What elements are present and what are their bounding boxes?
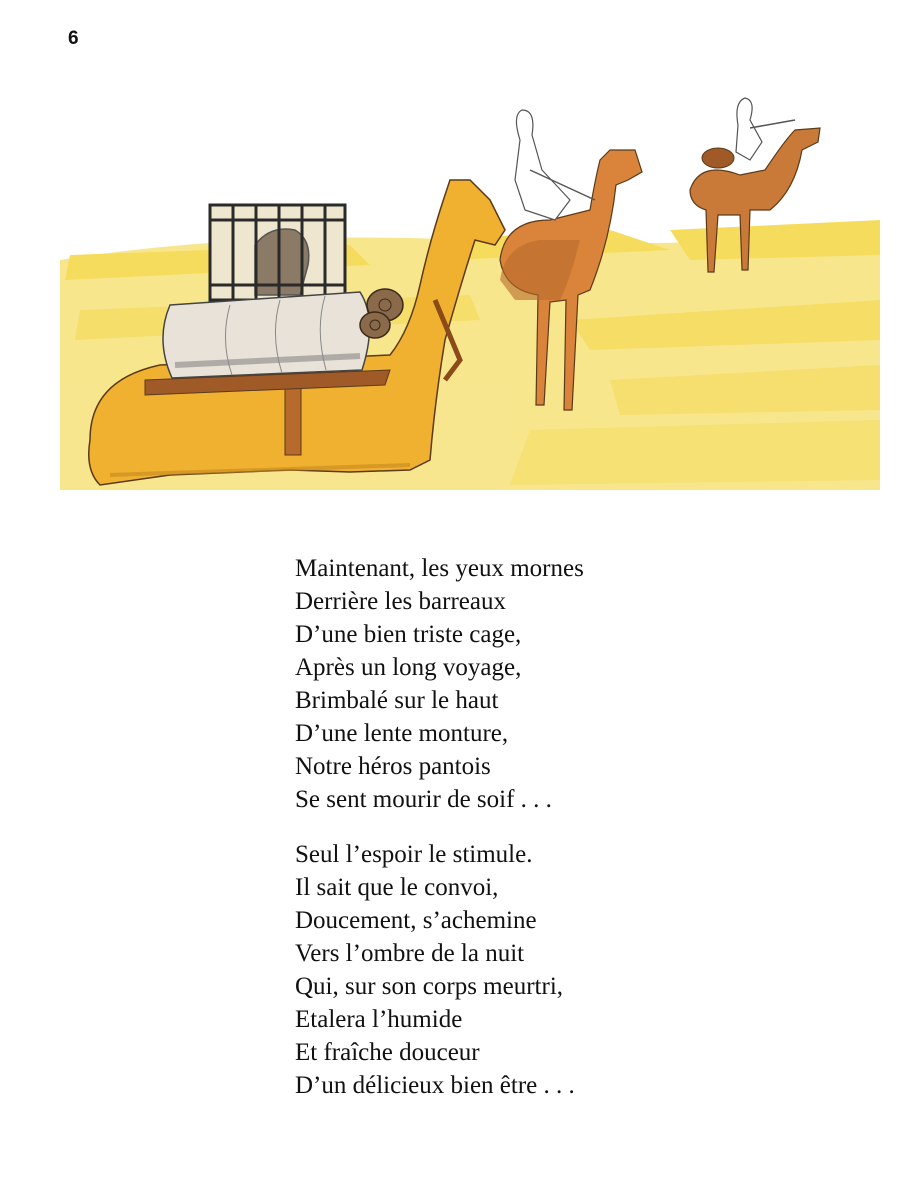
stanza-2	[295, 838, 584, 1102]
poem-line: Vers l’ombre de la nuit	[295, 940, 525, 967]
poem-line: Etalera l’humide	[295, 1006, 463, 1033]
poem-line: D’une bien triste cage,	[295, 621, 522, 648]
poem-line: Derrière les barreaux	[295, 588, 506, 615]
caravan-illustration	[50, 80, 880, 500]
cage	[210, 205, 345, 300]
poem-line: D’un délicieux bien être . . .	[295, 1072, 575, 1099]
poem-line: Doucement, s’achemine	[295, 907, 537, 934]
page-number: 6	[68, 28, 79, 49]
poem-line: D’une lente monture,	[295, 720, 509, 747]
poem-line: Et fraîche douceur	[295, 1039, 480, 1066]
poem-line: Qui, sur son corps meurtri,	[295, 973, 564, 1000]
poem-line: Se sent mourir de soif . . .	[295, 786, 552, 813]
stanza-1	[295, 552, 584, 816]
poem-line: Il sait que le convoi,	[295, 874, 499, 901]
poem-line: Seul l’espoir le stimule.	[295, 841, 533, 868]
poem-line: Brimbalé sur le haut	[295, 687, 499, 714]
poem-line: Maintenant, les yeux mornes	[295, 555, 584, 582]
poem	[295, 552, 584, 1124]
poem-line: Notre héros pantois	[295, 753, 491, 780]
poem-line: Après un long voyage,	[295, 654, 522, 681]
